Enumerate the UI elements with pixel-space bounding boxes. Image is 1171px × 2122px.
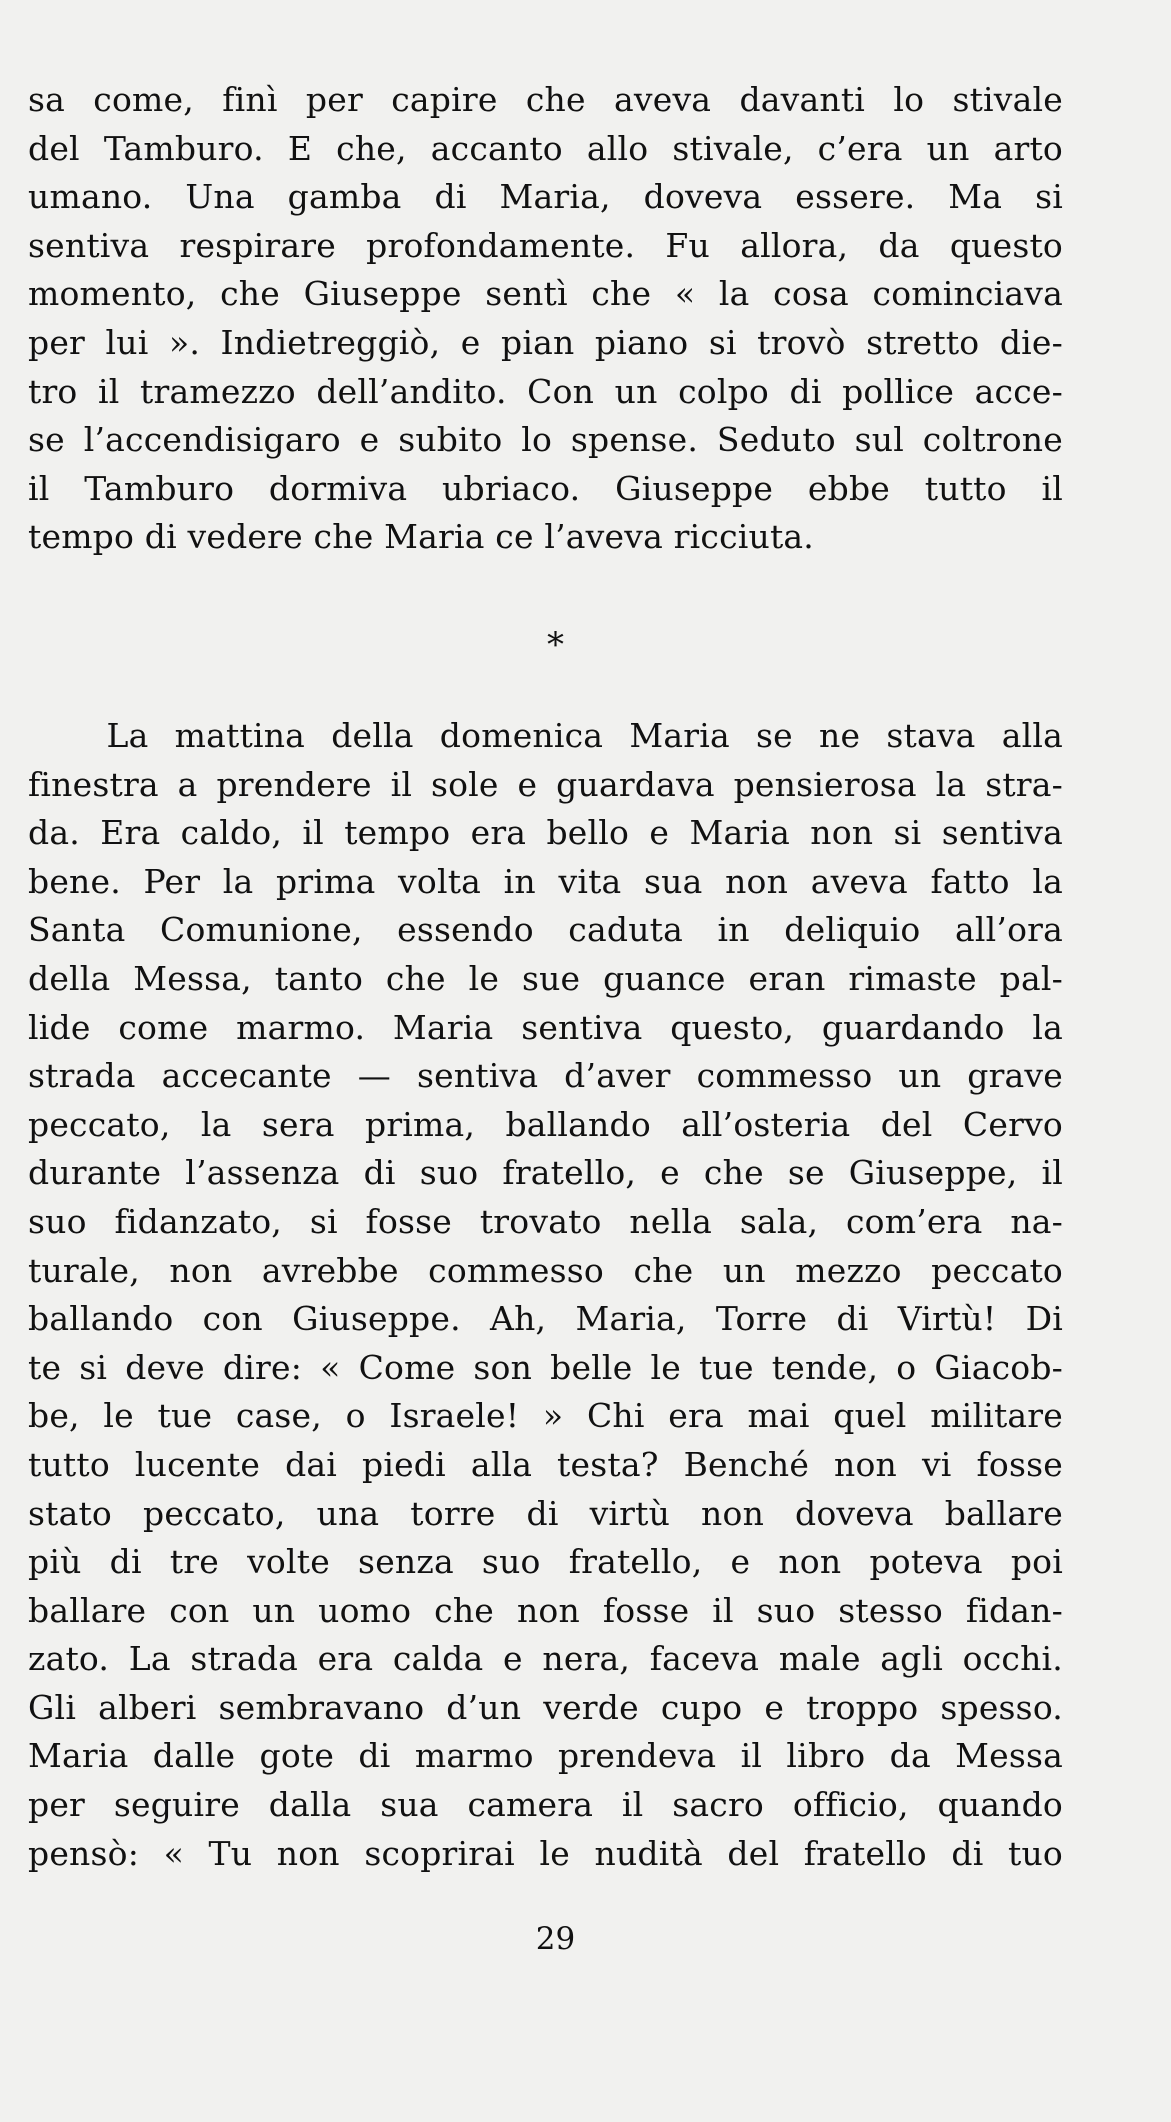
text-line: ballando con Giuseppe. Ah, Maria, Torre di Virtù! Di bbox=[28, 1299, 1063, 1339]
text-line: turale, non avrebbe commesso che un mezzo peccato bbox=[28, 1250, 1063, 1290]
continued-paragraph bbox=[28, 76, 1063, 562]
text-line: finestra a prendere il sole e guardava pensierosa la stra- bbox=[28, 764, 1063, 804]
text-line: pensò: « Tu non scoprirai le nudità del fratello di tuo bbox=[28, 1833, 1063, 1873]
text-line: sentiva respirare profondamente. Fu allora, da questo bbox=[28, 225, 1063, 265]
new-paragraph bbox=[28, 712, 1063, 1878]
text-line: per seguire dalla sua camera il sacro officio, quando bbox=[28, 1785, 1063, 1825]
text-line: lide come marmo. Maria sentiva questo, guardando la bbox=[28, 1007, 1063, 1047]
text-line: stato peccato, una torre di virtù non doveva ballare bbox=[28, 1493, 1063, 1533]
page-number: 29 bbox=[535, 1921, 576, 1957]
text-line: strada accecante — sentiva d’aver commesso un grave bbox=[28, 1056, 1063, 1096]
text-line: se l’accendisigaro e subito lo spense. Seduto sul coltrone bbox=[28, 420, 1063, 460]
text-line: tempo di vedere che Maria ce l’aveva ricciuta. bbox=[28, 517, 814, 557]
text-line: Gli alberi sembravano d’un verde cupo e troppo spesso. bbox=[28, 1687, 1063, 1727]
section-separator: * bbox=[547, 625, 564, 665]
text-line: suo fidanzato, si fosse trovato nella sala, com’era na- bbox=[28, 1201, 1063, 1241]
text-line: tro il tramezzo dell’andito. Con un colpo di pollice acce- bbox=[28, 371, 1063, 411]
text-line: zato. La strada era calda e nera, faceva male agli occhi. bbox=[28, 1639, 1063, 1679]
text-line: tutto lucente dai piedi alla testa? Benché non vi fosse bbox=[28, 1444, 1063, 1484]
text-line: te si deve dire: « Come son belle le tue tende, o Giacob- bbox=[28, 1347, 1063, 1387]
text-line: da. Era caldo, il tempo era bello e Maria non si sentiva bbox=[28, 813, 1063, 853]
text-line: bene. Per la prima volta in vita sua non aveva fatto la bbox=[28, 861, 1063, 901]
text-line: Santa Comunione, essendo caduta in deliquio all’ora bbox=[28, 910, 1063, 950]
text-line: Maria dalle gote di marmo prendeva il libro da Messa bbox=[28, 1736, 1063, 1776]
text-line: più di tre volte senza suo fratello, e non poteva poi bbox=[28, 1542, 1063, 1582]
text-line: be, le tue case, o Israele! » Chi era mai quel militare bbox=[28, 1396, 1063, 1436]
text-line: per lui ». Indietreggiò, e pian piano si trovò stretto die- bbox=[28, 322, 1063, 362]
text-line: del Tamburo. E che, accanto allo stivale, c’era un arto bbox=[28, 128, 1063, 168]
text-line: il Tamburo dormiva ubriaco. Giuseppe ebbe tutto il bbox=[28, 468, 1063, 508]
text-line: sa come, finì per capire che aveva davanti lo stivale bbox=[28, 80, 1063, 119]
text-line: durante l’assenza di suo fratello, e che se Giuseppe, il bbox=[28, 1153, 1063, 1193]
text-line: ballare con un uomo che non fosse il suo stesso fidan- bbox=[28, 1590, 1063, 1630]
text-line: La mattina della domenica Maria se ne stava alla bbox=[28, 716, 1063, 755]
text-line: peccato, la sera prima, ballando all’osteria del Cervo bbox=[28, 1104, 1063, 1144]
text-line: umano. Una gamba di Maria, doveva essere. Ma si bbox=[28, 177, 1063, 217]
text-line: momento, che Giuseppe sentì che « la cosa cominciava bbox=[28, 274, 1063, 314]
text-line: della Messa, tanto che le sue guance eran rimaste pal- bbox=[28, 958, 1063, 998]
